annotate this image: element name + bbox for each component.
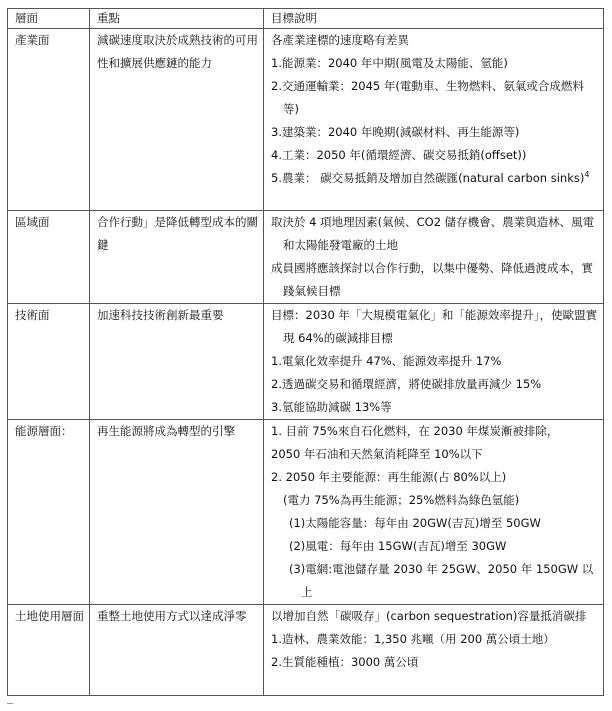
goal-line: 1.造林、農業效能：1,350 兆噸（用 200 萬公頃土地）	[271, 632, 555, 646]
goal-line: (1)太陽能容量：每年由 20GW(吉瓦)增至 50GW	[289, 516, 541, 530]
row-focus: 重整土地使用方式以達成淨零	[90, 605, 264, 696]
goal-line: 1.能源業：2040 年中期(風電及太陽能、氫能)	[271, 56, 508, 70]
row-goals	[264, 29, 604, 211]
row-focus: 合作行動」是降低轉型成本的關鍵	[90, 211, 264, 304]
goal-line: (電力 75%為再生能源；25%燃料為綠色氫能)	[283, 493, 520, 507]
row-goals	[264, 605, 604, 696]
goal-line: 2. 2050 年主要能源：再生能源(占 80%以上)	[271, 470, 507, 484]
goal-line: 以增加自然「碳吸存」(carbon sequestration)容量抵消碳排	[271, 609, 587, 623]
row-level: 技術面	[8, 304, 90, 420]
goal-line: 2050 年石油和天然氣消耗降至 10%以下	[271, 447, 483, 461]
row-goals	[264, 420, 604, 605]
table-row	[8, 304, 604, 420]
header-level: 層面	[8, 9, 90, 29]
goal-line: 成員國將應該探討以合作行動，以集中優勢、降低過渡成本，實踐氣候目標	[271, 261, 593, 298]
goals-table	[7, 8, 604, 696]
table-row	[8, 420, 604, 605]
goal-line: (2)風電：每年由 15GW(吉瓦)增至 30GW	[289, 539, 507, 553]
goal-line: 各產業達標的速度略有差異	[271, 33, 409, 47]
goal-line: 5.農業： 碳交易抵銷及增加自然碳匯(natural carbon sinks)$^4$	[271, 170, 590, 185]
header-focus: 重點	[90, 9, 264, 29]
goal-line: (3)電網:電池儲存量 2030 年 25GW、2050 年 150GW 以上	[289, 562, 594, 599]
header-goals: 目標說明	[264, 9, 604, 29]
goal-line: 3.氫能協助減碳 13%等	[271, 400, 392, 414]
row-level: 土地使用層面	[8, 605, 90, 696]
table-row	[8, 29, 604, 211]
table-row	[8, 605, 604, 696]
goal-line: 2.交通運輸業：2045 年(電動車、生物燃料、氨氣或合成燃料等)	[271, 79, 584, 116]
goal-line: 2.透過碳交易和循環經濟，將使碳排放量再減少 15%	[271, 377, 542, 391]
goal-line: 3.建築業：2040 年晚期(減碳材料、再生能源等)	[271, 125, 520, 139]
goal-line: 目標：2030 年「大規模電氣化」和「能源效率提升」，使歐盟實現 64%的碳減排目標	[271, 308, 598, 345]
footnote-divider	[7, 703, 13, 704]
row-goals	[264, 211, 604, 304]
goal-line: 2.生質能種植：3000 萬公頃	[271, 655, 419, 669]
footnote-ref: 4	[584, 170, 590, 180]
table-header-row	[8, 9, 604, 29]
table-row	[8, 211, 604, 304]
row-level: 區域面	[8, 211, 90, 304]
row-level: 能源層面：	[8, 420, 90, 605]
goal-line: 1.電氣化效率提升 47%、能源效率提升 17%	[271, 354, 502, 368]
row-focus: 減碳速度取決於成熟技術的可用性和擴展供應鏈的能力	[90, 29, 264, 211]
row-level: 產業面	[8, 29, 90, 211]
row-goals	[264, 304, 604, 420]
goal-line: 1. 目前 75%來自石化燃料，在 2030 年煤炭漸被排除，	[271, 424, 559, 438]
row-focus: 再生能源將成為轉型的引擎	[90, 420, 264, 605]
goal-line: 取決於 4 項地理因素(氣候、CO2 儲存機會、農業與造林、風電和太陽能發電廠的土地	[271, 215, 595, 252]
row-focus: 加速科技技術創新最重要	[90, 304, 264, 420]
goal-line: 4.工業：2050 年(循環經濟、碳交易抵銷(offset))	[271, 148, 527, 162]
